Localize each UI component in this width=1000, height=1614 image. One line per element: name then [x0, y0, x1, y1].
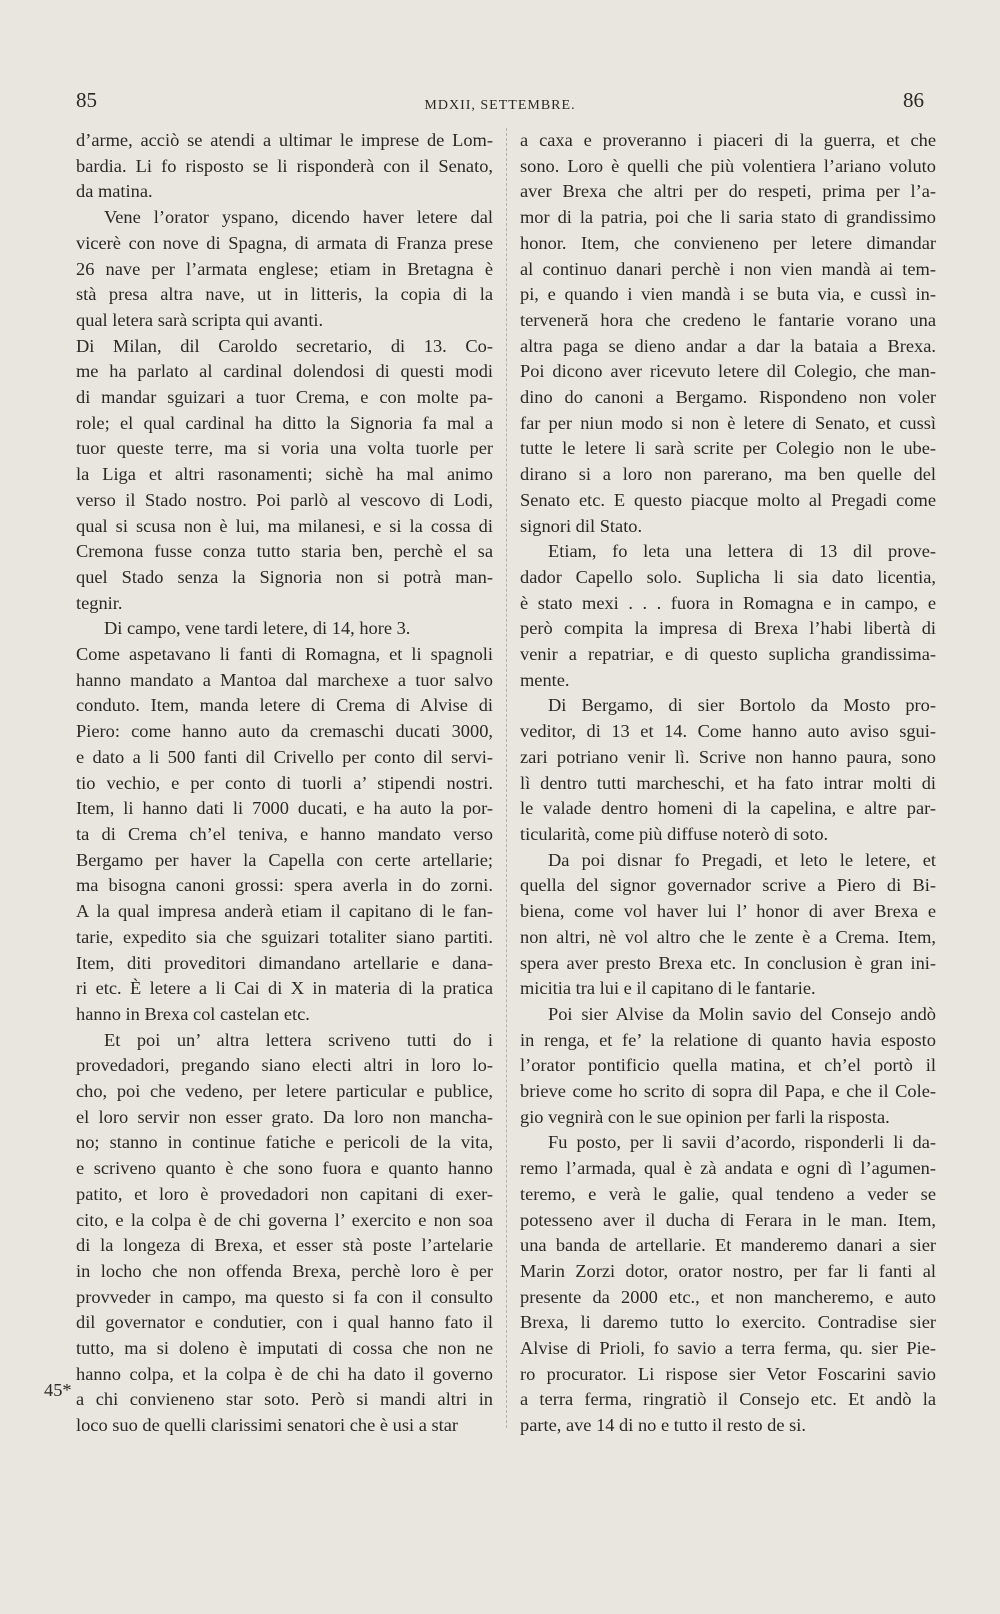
text-line: conduto. Item, manda letere di Crema di Alvise di — [76, 695, 493, 716]
text-line: stà presa altra nave, ut in litteris, la copia di la — [76, 284, 493, 305]
text-line: però compita la impresa di Brexa l’habi libertà di — [520, 618, 936, 639]
text-line: Cremona fusse conza tutto staria ben, perchè el sa — [76, 541, 493, 562]
text-line: honor. Item, che convieneno per letere dimandar — [520, 232, 936, 253]
text-line: teremo, e verà le galie, qual tendeno a veder se — [520, 1183, 936, 1204]
text-line: 26 nave per l’armata englese; etiam in Bretagna è — [76, 258, 493, 279]
text-line: tarie, expedito sia che sguizari totaliter siano partiti. — [76, 926, 493, 947]
text-line: no; stanno in continue fatiche e pericoli de la vita, — [76, 1132, 493, 1153]
text-line: l’orator pontificio quella matina, et ch’el portò il — [520, 1055, 936, 1076]
text-line: parte, ave 14 di no e tutto il resto de si. — [520, 1415, 807, 1436]
text-line: provedadori, pregando siano electi altri in loro lo- — [76, 1055, 493, 1076]
text-line: di mandar sguizari a tuor Crema, e con molte pa- — [76, 387, 493, 408]
text-line: e dato a li 500 fanti dil Crivello per conto dil servi- — [76, 746, 493, 767]
text-line: dador Capello solo. Suplicha li sia dato licentia, — [520, 566, 936, 587]
text-line: sono. Loro è quelli che più volentiera l’ariano voluto — [520, 155, 936, 176]
text-line: Come aspetavano li fanti di Romagna, et li spagnoli — [76, 644, 493, 665]
text-line: veditor, di 13 et 14. Come hanno auto aviso sgui- — [520, 721, 936, 742]
text-line: ta di Crema ch’el teniva, e hanno mandato verso — [76, 823, 493, 844]
text-line: Item, diti proveditori dimandano artellarie e dana- — [76, 952, 493, 973]
text-line: el loro servir non esser grato. Da loro non mancha- — [76, 1106, 493, 1127]
text-line: Fu posto, per li savii d’acordo, risponderli li da- — [548, 1132, 936, 1153]
text-line: cito, e la colpa è de chi governa l’ exercito e non soa — [76, 1209, 493, 1230]
text-line: tegnir. — [76, 592, 123, 613]
text-line: pi, e quando i vien mandà i se buta via, e cussì in- — [520, 284, 936, 305]
text-line: presente da 2000 etc., et non mancheremo, e auto — [520, 1286, 936, 1307]
text-line: lì dentro tutti marcheschi, et ha fato intrar molti di — [520, 772, 936, 793]
text-line: Senato etc. E questo piacque molto al Pregadi come — [520, 489, 936, 510]
text-line: far per niun modo si non è letere di Senato, et cussì — [520, 412, 936, 433]
text-line: è stato mexi . . . fuora in Romagna e in campo, e — [520, 592, 936, 613]
text-line: dil governator e condutier, con i qual hanno fato il — [76, 1312, 493, 1333]
text-line: Di Bergamo, di sier Bortolo da Mosto pro- — [548, 695, 936, 716]
text-line: qual si scusa non è lui, ma milanesi, e si la cossa di — [76, 515, 493, 536]
margin-note: 45* — [44, 1380, 72, 1400]
text-line: brieve come ho scrito di sopra dil Papa, e che il Cole- — [520, 1081, 936, 1102]
text-line: terveneră hora che credeno le fantarie vorano una — [520, 309, 936, 330]
text-line: Da poi disnar fo Pregadi, et leto le letere, et — [548, 849, 936, 870]
text-line: quella del signor governador scrive a Piero di Bi- — [520, 875, 936, 896]
text-line: Marin Zorzi dotor, orator nostro, per far li fanti al — [520, 1260, 936, 1281]
text-line: quel Stado senza la Signoria non si potrà man- — [76, 566, 493, 587]
text-line: aver Brexa che altri per do respeti, prima per l’a- — [520, 181, 936, 202]
text-line: role; el qual cardinal ha ditto la Signoria fa mal a — [76, 412, 493, 433]
text-line: dirano si a loro non parerano, ma ben quelle del — [520, 464, 936, 485]
text-line: qual letera sarà scripta qui avanti. — [76, 309, 324, 330]
text-line: gio vegnirà con le sue opinion per farli la risposta. — [520, 1106, 890, 1127]
text-line: Piero: come hanno auto da cremaschi ducati 3000, — [76, 721, 493, 742]
text-line: da matina. — [76, 181, 153, 202]
text-line: a caxa e proveranno i piaceri di la guerra, et che — [520, 130, 936, 150]
column-divider — [506, 128, 507, 1428]
text-line: Etiam, fo leta una lettera di 13 dil prove- — [548, 541, 936, 562]
text-line: Et poi un’ altra lettera scriveno tutti do i — [104, 1029, 493, 1050]
text-line: tutte le letere li sarà scrite per Colegio non le ube- — [520, 438, 936, 459]
right-column — [520, 128, 936, 1439]
text-line: tutto, ma si doleno è imputati di cossa che non ne — [76, 1338, 493, 1359]
text-line: altra paga se dieno andar a dar la bataia a Brexa. — [520, 335, 936, 356]
text-line: Alvise di Prioli, fo savio a terra ferma, qu. sier Pie- — [520, 1338, 936, 1359]
text-line: spera aver presto Brexa etc. In conclusion è gran ini- — [520, 952, 936, 973]
text-line: patito, et loro è provedadori non capitani di exer- — [76, 1183, 493, 1204]
text-line: remo l’armada, qual è zà andata e ogni dì l’agumen- — [520, 1158, 936, 1179]
text-line: vicerè con nove di Spagna, di armata di Franza prese — [76, 232, 493, 253]
text-line: Poi sier Alvise da Molin savio del Consejo andò — [548, 1003, 936, 1024]
text-line: ma bisogna canoni grossi: spera averla in do zorni. — [76, 875, 493, 896]
text-line: dino do canoni a Bergamo. Rispondeno non voler — [520, 387, 936, 408]
text-line: a terra ferma, ringratiò il Consejo etc. Et andò la — [520, 1389, 936, 1410]
text-line: in renga, et fe’ la relatione di quanto havia esposto — [520, 1029, 936, 1050]
text-line: venir a repatriar, e di questo suplicha grandissima- — [520, 644, 936, 665]
text-line: al continuo danari perchè i non vien mandà ai tem- — [520, 258, 936, 279]
text-line: potesseno aver il ducha di Ferara in le man. Item, — [520, 1209, 936, 1230]
text-line: a chi convieneno star soto. Però si mandi altri in — [76, 1389, 493, 1410]
text-line: Di campo, vene tardi letere, di 14, hore 3. — [104, 618, 411, 639]
text-line: mor di la patria, poi che li saria stato di grandissimo — [520, 207, 936, 228]
left-page-number: 85 — [76, 88, 97, 112]
running-title: MDXII, SETTEMBRE. — [424, 98, 576, 113]
text-line: signori dil Stato. — [520, 515, 643, 536]
text-line: e scriveno quanto è che sono fuora e quanto hanno — [76, 1158, 493, 1179]
text-line: ro procurator. Li rispose sier Vetor Foscarini savio — [520, 1363, 936, 1384]
text-line: Brexa, li daremo tutto lo exercito. Contradise sier — [520, 1312, 936, 1333]
text-line: hanno colpa, et la colpa è de chi ha dato il governo — [76, 1363, 493, 1384]
text-line: mente. — [520, 669, 570, 690]
text-line: non altri, nè vol altro che le zente è a Crema. Item, — [520, 926, 936, 947]
text-line: di la longeza di Brexa, et esser stà poste l’artelarie — [76, 1235, 493, 1256]
text-line: hanno in Brexa col castelan etc. — [76, 1003, 310, 1024]
text-line: la Liga et altri rasonamenti; sichè ha mal animo — [76, 464, 493, 485]
text-line: ticularità, come più diffuse noterò di soto. — [520, 823, 829, 844]
text-line: micitia tra lui e il capitano di le fantarie. — [520, 978, 816, 999]
text-line: biena, come vol haver lui l’ honor di aver Brexa e — [520, 901, 936, 922]
text-line: me ha parlato al cardinal dolendosi di questi modi — [76, 361, 493, 382]
right-page-number: 86 — [903, 88, 924, 112]
text-line: Bergamo per haver la Capella con certe artellarie; — [76, 849, 493, 870]
text-line: d’arme, acciò se atendi a ultimar le imprese de Lom- — [76, 130, 493, 150]
left-column — [76, 128, 493, 1439]
text-line: Item, li hanno dati li 7000 ducati, e ha auto la por- — [76, 798, 493, 819]
text-line: bardia. Li fo risposto se li risponderà con il Senato, — [76, 155, 493, 176]
text-line: tuor queste terre, ma si voria una volta tuorle per — [76, 438, 493, 459]
text-line: in locho che non offenda Brexa, perchè loro è per — [76, 1260, 493, 1281]
text-line: tio vechio, e per conto di tuorli a’ stipendi nostri. — [76, 772, 493, 793]
text-line: ri etc. È letere a li Cai di X in materia di la pratica — [76, 978, 493, 999]
text-line: provveder in campo, ma questo si fa con il consulto — [76, 1286, 493, 1307]
text-line: Poi dicono aver ricevuto letere dil Colegio, che man- — [520, 361, 936, 382]
text-line: verso il Stado nostro. Poi parlò al vescovo di Lodi, — [76, 489, 493, 510]
text-line: una banda de artellarie. Et manderemo danari a sier — [520, 1235, 936, 1256]
text-line: Di Milan, dil Caroldo secretario, di 13. Co- — [76, 335, 493, 356]
text-line: cho, poi che vedeno, per letere particular e publice, — [76, 1081, 493, 1102]
text-line: Vene l’orator yspano, dicendo haver letere dal — [104, 207, 493, 228]
text-line: le valade dentro homeni di la capelina, e altre par- — [520, 798, 936, 819]
text-line: zari potriano venir lì. Scrive non hanno paura, sono — [520, 746, 936, 767]
text-line: A la qual impresa anderà etiam il capitano di le fan- — [76, 901, 493, 922]
text-line: loco suo de quelli clarissimi senatori che è usi a star — [76, 1415, 459, 1436]
text-line: hanno mandato a Mantoa dal marchexe a tuor salvo — [76, 669, 493, 690]
